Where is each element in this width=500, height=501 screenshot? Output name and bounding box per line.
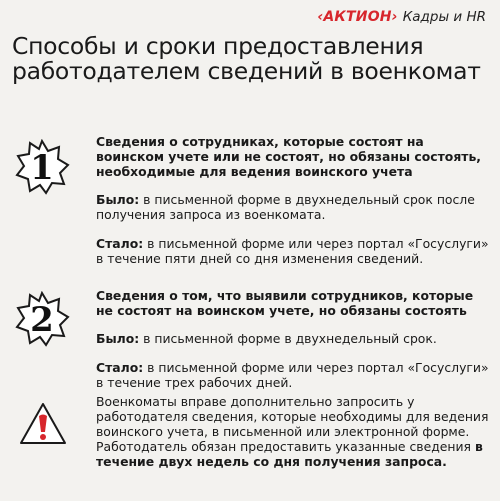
page-title: Способы и сроки предоставления работодателем сведений в военкомат	[12, 32, 481, 85]
brand	[317, 9, 486, 25]
section-2-now	[96, 360, 491, 390]
section-2-was-label: Было:	[96, 331, 140, 346]
section-2-was-text: в письменной форме в двухнедельный срок.	[139, 331, 437, 346]
section-2-heading: Сведения о том, что выявили сотрудников, которые не состоят на воинском учете, но обязаны состоять	[96, 288, 474, 318]
number-badge-2-icon	[14, 291, 70, 347]
section-1-was-text: в письменной форме в двухнедельный срок после получения запроса из военкомата.	[96, 192, 475, 222]
number-badge-1-label: 1	[30, 148, 54, 188]
section-2-now-text: в письменной форме или через портал «Госуслуги» в течение трех рабочих дней.	[96, 360, 489, 390]
warning-body: Военкоматы вправе дополнительно запросить у работодателя сведения, которые необходимы для ведения воинского учета, в письменной или электронной форме. Работодатель обязан предоставить указанные сведения	[96, 394, 489, 454]
warning-bold-tail: в течение двух недель со дня получения запроса.	[96, 439, 483, 469]
brand-logo: ‹АКТИОН›	[317, 9, 398, 25]
number-badge-1-icon	[14, 139, 70, 195]
brand-name: Кадры и HR	[402, 9, 486, 25]
section-1-now-text: в письменной форме или через портал «Госуслуги» в течение пяти дней со дня изменения сведений.	[96, 236, 489, 266]
number-badge-2-label: 2	[30, 300, 54, 340]
warning-icon	[18, 401, 68, 447]
section-1-now	[96, 236, 491, 266]
section-1-now-label: Стало:	[96, 236, 144, 251]
section-2-now-label: Стало:	[96, 360, 144, 375]
section-1-was	[96, 192, 491, 222]
section-1-heading: Сведения о сотрудниках, которые состоят на воинском учете или не состоят, но обязаны состоять, необходимые для ведения воинского учета	[96, 134, 481, 179]
warning-text	[96, 394, 491, 469]
section-2-was	[96, 331, 491, 346]
section-1-was-label: Было:	[96, 192, 140, 207]
